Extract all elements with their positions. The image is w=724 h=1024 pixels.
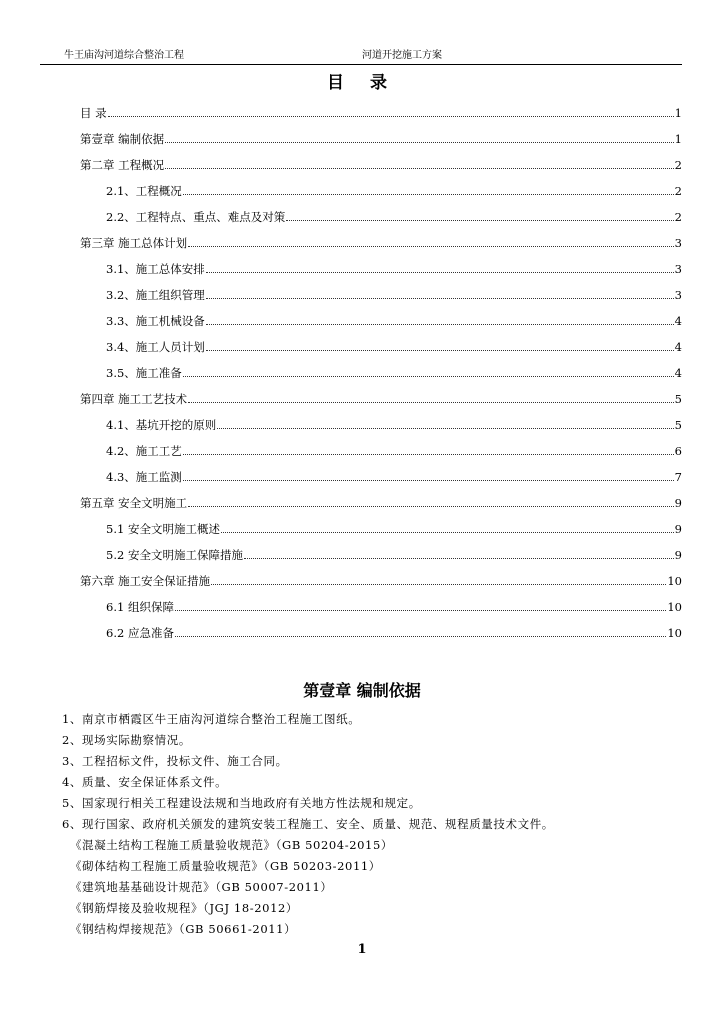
toc-entry-text: 第四章 施工工艺技术 xyxy=(80,392,188,406)
toc-entry-text: 目 录 xyxy=(80,106,107,120)
toc-entry-text: 5.1 安全文明施工概述 xyxy=(106,522,220,536)
toc-leader-dots xyxy=(188,245,674,247)
header-project-name: 牛王庙沟河道综合整治工程 xyxy=(64,50,184,61)
toc-entry-page: 1 xyxy=(674,106,682,120)
reference-standard: 《砌体结构工程施工质量验收规范》（GB 50203-2011） xyxy=(70,859,381,873)
toc-leader-dots xyxy=(286,219,673,221)
toc-entry[interactable] xyxy=(106,624,682,640)
toc-entry-text: 2.1、工程概况 xyxy=(106,184,182,198)
toc-entry[interactable] xyxy=(106,442,682,458)
toc-leader-dots xyxy=(206,349,674,351)
toc-entry-page: 9 xyxy=(674,522,682,536)
toc-entry[interactable] xyxy=(80,234,682,250)
toc-title: 目 录 xyxy=(327,73,397,93)
basis-item: 3、工程招标文件，投标文件、施工合同。 xyxy=(62,754,288,768)
toc-leader-dots xyxy=(217,427,673,429)
toc-entry-text: 4.1、基坑开挖的原则 xyxy=(106,418,217,432)
toc-leader-dots xyxy=(183,375,674,377)
toc-entry-page: 3 xyxy=(674,288,682,302)
toc-entry-page: 3 xyxy=(674,236,682,250)
toc-entry-text: 5.2 安全文明施工保障措施 xyxy=(106,548,243,562)
toc-leader-dots xyxy=(188,401,674,403)
toc-leader-dots xyxy=(206,271,674,273)
toc-entry-text: 3.2、施工组织管理 xyxy=(106,288,205,302)
toc-entry-page: 2 xyxy=(674,158,682,172)
toc-entry-page: 4 xyxy=(674,314,682,328)
toc-leader-dots xyxy=(244,557,674,559)
toc-leader-dots xyxy=(165,167,674,169)
toc-entry-text: 3.5、施工准备 xyxy=(106,366,182,380)
toc-leader-dots xyxy=(221,531,674,533)
toc-leader-dots xyxy=(175,609,666,611)
toc-entry-text: 第三章 施工总体计划 xyxy=(80,236,188,250)
toc-leader-dots xyxy=(175,635,666,637)
toc-entry-text: 6.1 组织保障 xyxy=(106,600,174,614)
toc-entry-page: 3 xyxy=(674,262,682,276)
toc-leader-dots xyxy=(108,115,674,117)
toc-entry-text: 3.4、施工人员计划 xyxy=(106,340,205,354)
toc-entry-page: 4 xyxy=(674,366,682,380)
toc-entry-page: 5 xyxy=(674,392,682,406)
toc-entry-page: 10 xyxy=(667,626,682,640)
toc-entry[interactable] xyxy=(106,364,682,380)
toc-entry-text: 3.1、施工总体安排 xyxy=(106,262,205,276)
page-number: 1 xyxy=(357,942,367,957)
toc-leader-dots xyxy=(206,297,674,299)
toc-entry-page: 5 xyxy=(674,418,682,432)
toc-entry-text: 2.2、工程特点、重点、难点及对策 xyxy=(106,210,286,224)
toc-entry-text: 第六章 施工安全保证措施 xyxy=(80,574,211,588)
toc-entry[interactable] xyxy=(106,338,682,354)
toc-entry-text: 4.3、施工监测 xyxy=(106,470,182,484)
toc-entry[interactable] xyxy=(80,130,682,146)
basis-item: 4、质量、安全保证体系文件。 xyxy=(62,775,228,789)
toc-entry-text: 第五章 安全文明施工 xyxy=(80,496,188,510)
basis-item: 5、国家现行相关工程建设法规和当地政府有关地方性法规和规定。 xyxy=(62,796,421,810)
reference-standard: 《钢结构焊接规范》（GB 50661-2011） xyxy=(70,922,297,936)
toc-entry[interactable] xyxy=(106,208,682,224)
toc-entry[interactable] xyxy=(106,598,682,614)
toc-entry-page: 9 xyxy=(674,496,682,510)
toc-leader-dots xyxy=(165,141,674,143)
reference-standard: 《建筑地基基础设计规范》（GB 50007-2011） xyxy=(70,880,333,894)
toc-entry[interactable] xyxy=(106,182,682,198)
toc-entry-text: 3.3、施工机械设备 xyxy=(106,314,205,328)
toc-entry-text: 4.2、施工工艺 xyxy=(106,444,182,458)
toc-entry[interactable] xyxy=(106,416,682,432)
basis-item: 1、南京市栖霞区牛王庙沟河道综合整治工程施工图纸。 xyxy=(62,712,361,726)
toc-entry[interactable] xyxy=(106,286,682,302)
toc-entry-page: 7 xyxy=(674,470,682,484)
toc-entry-page: 1 xyxy=(674,132,682,146)
basis-item: 6、现行国家、政府机关颁发的建筑安装工程施工、安全、质量、规范、规程质量技术文件。 xyxy=(62,817,554,831)
toc-leader-dots xyxy=(183,193,674,195)
toc-entry-text: 6.2 应急准备 xyxy=(106,626,174,640)
toc-entry[interactable] xyxy=(106,520,682,536)
toc-entry[interactable] xyxy=(80,390,682,406)
toc-entry-page: 4 xyxy=(674,340,682,354)
toc-entry[interactable] xyxy=(106,468,682,484)
toc-leader-dots xyxy=(183,479,674,481)
toc-entry-text: 第壹章 编制依据 xyxy=(80,132,165,146)
toc-entry-page: 9 xyxy=(674,548,682,562)
toc-entry[interactable] xyxy=(106,546,682,562)
toc-entry[interactable] xyxy=(106,260,682,276)
chapter-heading: 第壹章 编制依据 xyxy=(303,681,421,700)
toc-leader-dots xyxy=(183,453,674,455)
toc-entry-page: 10 xyxy=(667,600,682,614)
basis-item: 2、现场实际勘察情况。 xyxy=(62,733,191,747)
toc-entry-page: 10 xyxy=(667,574,682,588)
toc-entry-page: 2 xyxy=(674,184,682,198)
toc-entry[interactable] xyxy=(106,312,682,328)
reference-standard: 《钢筋焊接及验收规程》（JGJ 18-2012） xyxy=(70,901,298,915)
toc-leader-dots xyxy=(211,583,666,585)
toc-entry-page: 2 xyxy=(674,210,682,224)
reference-standard: 《混凝土结构工程施工质量验收规范》（GB 50204-2015） xyxy=(70,838,393,852)
toc-entry-page: 6 xyxy=(674,444,682,458)
toc-entry[interactable] xyxy=(80,104,682,120)
toc-leader-dots xyxy=(206,323,674,325)
toc-entry[interactable] xyxy=(80,572,682,588)
toc-leader-dots xyxy=(188,505,674,507)
header-document-title: 河道开挖施工方案 xyxy=(362,50,442,61)
toc-entry[interactable] xyxy=(80,156,682,172)
toc-entry[interactable] xyxy=(80,494,682,510)
page-header xyxy=(40,50,682,65)
toc-entry-text: 第二章 工程概况 xyxy=(80,158,165,172)
